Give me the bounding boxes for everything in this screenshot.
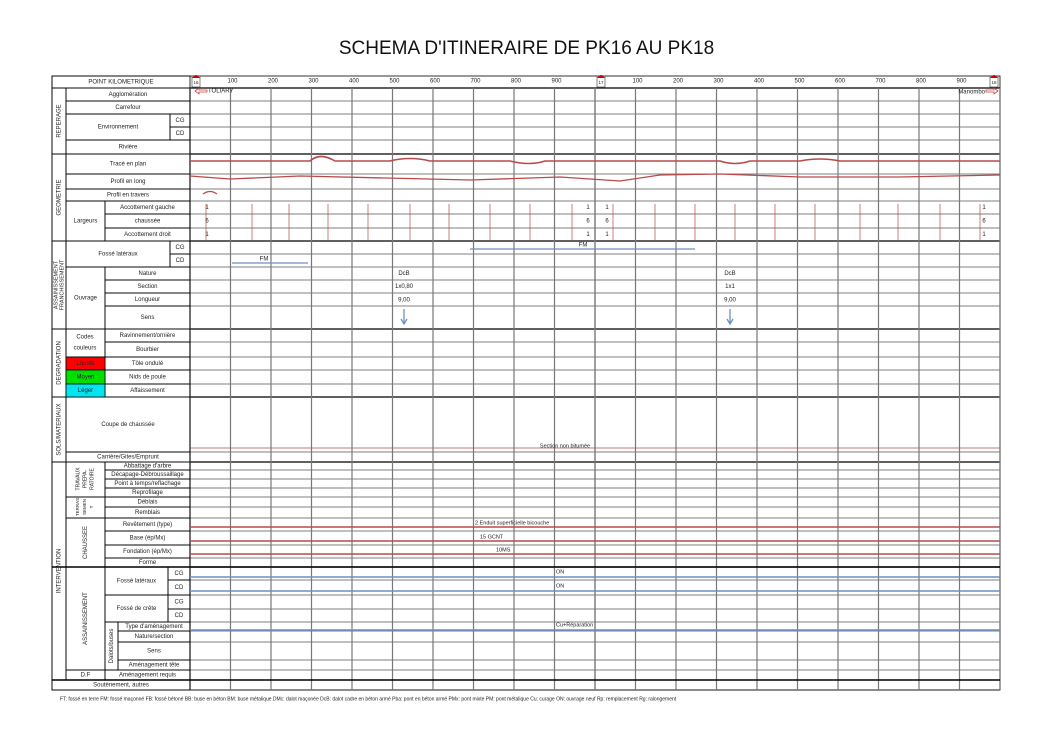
pk-tick-label: 400	[753, 78, 765, 85]
largeur-value: 6	[982, 218, 986, 225]
row-label-acc-droit: Accottement droit	[124, 232, 171, 239]
row-label-trace: Tracé en plan	[109, 161, 147, 168]
pk-tick-label: 400	[348, 78, 360, 85]
pk-tick-label: 900	[551, 78, 562, 85]
footnote-legend: FT: fossé en terre FM: fossé maçonné FB: fossé bétoné BB: buse en béton BM: buse métalique DMc: dalot maçonée DcB: dalot cadre en béton armé Pba: pont en béton armé PMx: pont mixte PM: pont métalique Cu: curage ON: ouvrage neuf Rp: remplacement Rg: ralongement	[60, 696, 677, 703]
pk-tick-label: 900	[956, 78, 967, 85]
row-label-reprofilage: Reprofilage	[132, 490, 163, 497]
pk-tick-label: 700	[470, 78, 481, 85]
largeur-value: 6	[586, 218, 590, 225]
fondation-label: 10MS	[496, 547, 511, 554]
pk-header-label: POINT KILOMETRIQUE	[88, 79, 154, 86]
flow-direction-arrow-icon	[401, 309, 407, 324]
pk-tick-label: 600	[429, 78, 441, 85]
ouvrage-longueur: 9,00	[724, 297, 736, 304]
row-label-tole: Tôle ondulé	[131, 361, 164, 368]
row-label-cd: CD	[175, 131, 185, 138]
row-label-sens: Sens	[147, 648, 161, 655]
row-label-remblais: Remblais	[134, 510, 161, 517]
row-label-sens: Sens	[140, 315, 155, 322]
row-label-cd: CD	[174, 585, 184, 592]
largeur-value: 6	[205, 218, 209, 225]
row-label-fosse-crete: Fossé de crête	[116, 606, 157, 613]
pk-marker-label: 17	[598, 80, 604, 86]
row-label-acc-gauche: Accottement gauche	[120, 205, 175, 212]
row-label-bourbier: Bourbier	[136, 347, 159, 354]
pk-marker-cap-icon	[597, 75, 605, 78]
pk-tick-label: 600	[834, 78, 846, 85]
row-label-profil-long: Profil en long	[110, 179, 146, 186]
largeur-value: 1	[586, 205, 590, 212]
row-label-cg: CG	[175, 118, 185, 125]
pk-tick-label: 800	[510, 78, 522, 85]
pk-tick-label: 800	[915, 78, 927, 85]
section-chaussee: CHAUSSEE	[83, 525, 90, 560]
row-label-coupe: Coupe de chaussée	[101, 422, 155, 429]
ouvrage-section: 1x1	[725, 284, 735, 291]
legend-lourds: Lourds	[76, 361, 95, 368]
section-travaux-preparatoire: RATOIRE	[89, 468, 96, 490]
row-label-df: D.F	[80, 672, 91, 679]
section-reperage: REPERAGE	[56, 104, 63, 138]
type_amenagement-label: Cu+Réparation	[556, 622, 594, 629]
section-travaux-preparatoire: PREPA-	[82, 469, 89, 489]
section-terrassement: SEMEN	[82, 498, 88, 516]
codes-couleurs-cell	[66, 329, 105, 357]
row-label-forme: Forme	[138, 560, 157, 567]
largeur-value: 1	[982, 205, 986, 212]
row-label-riviere: Rivière	[118, 144, 138, 151]
ouvrage-longueur: 9,00	[398, 297, 410, 304]
codes-couleurs-label: couleurs	[73, 345, 97, 352]
largeur-value: 1	[586, 232, 590, 239]
row-label-nature: Nature	[138, 271, 157, 278]
base-label: 15 GCNT	[480, 534, 504, 541]
arrow-right-icon	[986, 88, 998, 94]
pk-marker-cap-icon	[192, 75, 200, 78]
pk-tick-label: 700	[875, 78, 886, 85]
pk-tick-label: 500	[389, 78, 400, 85]
profil-en-travers-icon	[203, 192, 217, 195]
row-label-fondation: Fondation (ép/Mx)	[123, 549, 172, 556]
section-sols-materiaux: SOLS/MATERIAUX	[56, 403, 63, 456]
largeur-value: 1	[605, 232, 609, 239]
row-label-decapage: Décapage-Débroussaillage	[111, 472, 184, 479]
legend-leger: Léger	[77, 388, 94, 395]
ouvrage-section: 1x0,80	[394, 284, 414, 291]
row-label-chaussee: chaussée	[134, 218, 161, 225]
row-label-profil-travers: Profil en travers	[106, 192, 150, 199]
row-label-cg: CG	[174, 571, 184, 578]
section-assainissement: ASSAINISSEMENT	[53, 260, 60, 310]
pk-tick-label: 300	[713, 78, 724, 85]
section-travaux-preparatoire: TRAVAUX	[75, 467, 82, 491]
flow-direction-arrow-icon	[727, 309, 733, 324]
legend-moyen: Moyen	[76, 374, 95, 381]
pk-tick-label: 100	[632, 78, 643, 85]
row-label-affaissement: Affaissement	[130, 388, 165, 395]
largeur-value: 6	[605, 218, 609, 225]
row-label-cd: CD	[174, 613, 184, 620]
pk-tick-label: 200	[267, 78, 279, 85]
pk-marker-cap-icon	[990, 75, 998, 78]
row-label-fosse-lateraux: Fossé latéraux	[116, 578, 157, 585]
largeur-value: 1	[205, 205, 209, 212]
ouvrage-nature: DcB	[398, 271, 410, 278]
row-label-type-amenagement: Type d'aménagement	[125, 624, 183, 631]
section-franchissement: FRANCHISSEMENT	[59, 259, 66, 311]
largeur-value: 1	[605, 205, 609, 212]
row-label-environnement: Environnement	[97, 124, 139, 131]
codes-couleurs-label: Codes	[76, 334, 94, 341]
row-label-amenagement-tete: Aménagement tête	[128, 662, 180, 669]
fosse_cd_int-label: ON	[556, 583, 565, 590]
row-label-carrefour: Carrefour	[115, 105, 141, 112]
pk-tick-label: 100	[227, 78, 238, 85]
largeur-value: 1	[982, 232, 986, 239]
row-label-revetement: Revêtement (type)	[122, 522, 173, 529]
section-non-bitumee-label: Section non bitumée	[539, 443, 591, 450]
destination-label: Manombo	[958, 89, 985, 96]
pk-marker-label: 18	[991, 80, 997, 86]
fosse-cg-label: FM	[578, 242, 588, 249]
section-assainissement-intervention: ASSAINISSEMENT	[83, 592, 90, 645]
row-label-point-temps: Point à temps/reflachage	[114, 481, 181, 488]
row-label-cg: CG	[174, 599, 184, 606]
section-terrassement: TERRAS	[75, 497, 81, 517]
row-label-cg: CG	[175, 245, 185, 252]
pk-tick-label: 200	[672, 78, 684, 85]
page-title: SCHEMA D'ITINERAIRE DE PK16 AU PK18	[338, 38, 715, 59]
row-label-cd: CD	[175, 258, 185, 265]
origin-label: TOLIARY	[208, 88, 234, 95]
row-label-amenagement-requis: Aménagement requis	[118, 672, 177, 679]
fosse_cg_int-label: ON	[556, 569, 565, 576]
row-label-ouvrage: Ouvrage	[73, 295, 98, 302]
row-label-agglomeration: Agglomération	[108, 92, 148, 99]
section-dalots-buses: Dalots/buses	[109, 628, 116, 664]
row-label-nature-section: Nature/section	[134, 634, 174, 641]
pk-tick-label: 300	[308, 78, 319, 85]
row-label-section: Section	[137, 284, 158, 291]
pk-marker-label: 16	[193, 80, 199, 86]
section-intervention: INTERVENTION	[56, 548, 63, 594]
section-terrassement: T	[89, 505, 95, 509]
pk-tick-label: 500	[794, 78, 805, 85]
row-label-deblais: Déblais	[137, 499, 158, 506]
row-label-base: Base (ép/Mx)	[129, 535, 166, 542]
arrow-left-icon	[195, 88, 207, 94]
row-label-largeurs: Largeurs	[73, 218, 98, 225]
row-label-nids: Nids de poule	[129, 374, 166, 381]
revetement-label: 2 Enduit superficielle bicouche	[475, 520, 550, 527]
ouvrage-nature: DcB	[724, 271, 736, 278]
largeur-value: 1	[205, 232, 209, 239]
section-degradation: DEGRADATION	[56, 341, 63, 385]
fosse-cd-label: FM	[259, 256, 269, 263]
row-label-carriere: Carrière/Gites/Emprunt	[97, 454, 159, 461]
row-label-soutenement: Soutènement, autres	[93, 682, 149, 689]
row-label-ravinnement: Ravinnement/ornière	[119, 333, 176, 340]
table-frame	[52, 76, 1000, 690]
row-label-abbattage: Abbattage d'arbre	[123, 463, 172, 470]
row-label-fosse-lateraux: Fossé latéraux	[98, 251, 138, 258]
section-geometrie: GEOMETRIE	[56, 179, 63, 216]
row-label-longueur: Longueur	[134, 297, 161, 304]
